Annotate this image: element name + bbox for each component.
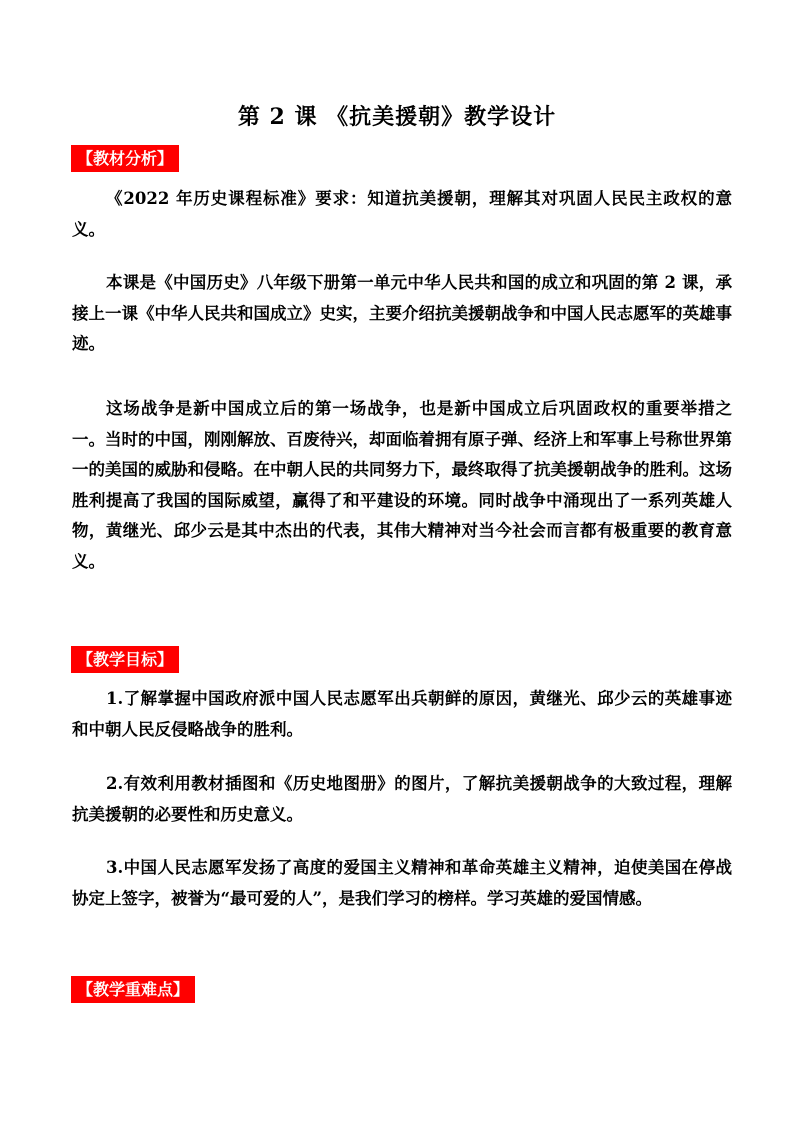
- document-title: 第 2 课 《抗美援朝》教学设计: [237, 104, 557, 130]
- paragraph: 2.有效利用教材插图和《历史地图册》的图片，了解抗美援朝战争的大致过程，理解抗美援朝的必要性和历史意义。: [72, 774, 732, 824]
- paragraph: 这场战争是新中国成立后的第一场战争，也是新中国成立后巩固政权的重要举措之一。当时的中国，刚刚解放、百废待兴，却面临着拥有原子弹、经济上和军事上号称世界第一的美国的威胁和侵略。在中朝人民的共同努力下，最终取得了抗美援朝战争的胜利。这场胜利提高了我国的国际威望，赢得了和平建设的环境。同时战争中涌现出了一系列英雄人物，黄继光、邱少云是其中杰出的代表，其伟大精神对当今社会而言都有极重要的教育意义。: [72, 399, 732, 571]
- section-heading-teaching-objectives: 【教学目标】: [71, 646, 179, 673]
- paragraph: 本课是《中国历史》八年级下册第一单元中华人民共和国的成立和巩固的第 2 课，承接上一课《中华人民共和国成立》史实，主要介绍抗美援朝战争和中国人民志愿军的英雄事迹。: [72, 273, 732, 353]
- section-heading-textbook-analysis: 【教材分析】: [71, 145, 179, 172]
- paragraph: 1.了解掌握中国政府派中国人民志愿军出兵朝鲜的原因，黄继光、邱少云的英雄事迹和中朝人民反侵略战争的胜利。: [72, 689, 732, 739]
- section-heading-key-difficulties: 【教学重难点】: [71, 976, 195, 1003]
- paragraph: 《2022 年历史课程标准》要求：知道抗美援朝，理解其对巩固人民民主政权的意义。: [72, 189, 732, 239]
- paragraph: 3.中国人民志愿军发扬了高度的爱国主义精神和革命英雄主义精神，迫使美国在停战协定上签字，被誉为“最可爱的人”，是我们学习的榜样。学习英雄的爱国情感。: [72, 858, 732, 908]
